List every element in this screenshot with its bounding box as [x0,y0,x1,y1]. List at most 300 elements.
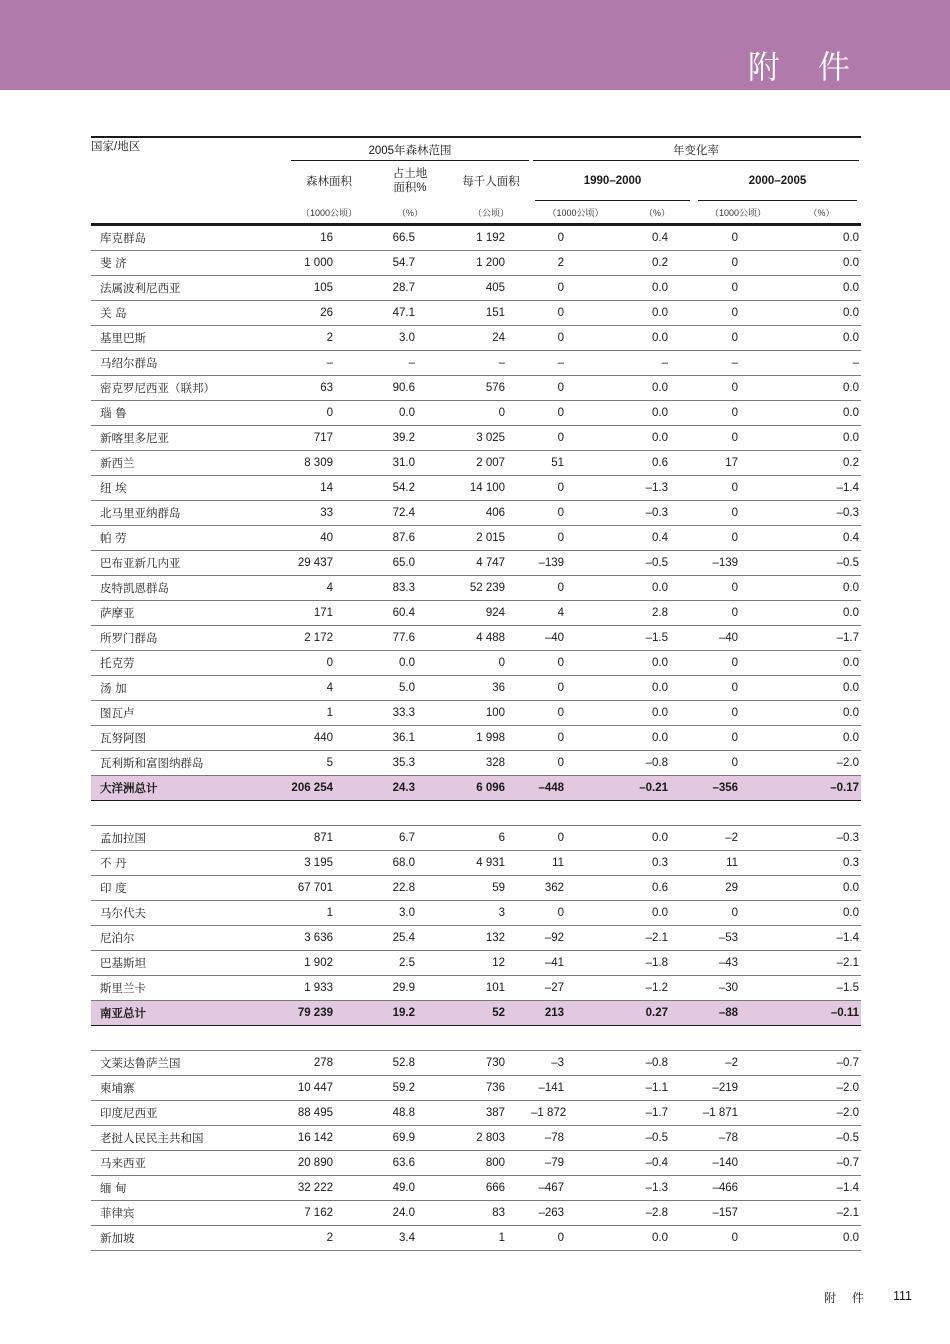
country-cell: 斐 济 [91,251,289,276]
value-cell: –0.5 [782,551,861,576]
value-cell: 0.0 [620,1226,694,1251]
value-cell: 0.2 [620,251,694,276]
value-cell: 0 [694,376,782,401]
value-cell: – [531,351,620,376]
value-cell: 0 [531,476,620,501]
table-row [91,901,861,926]
value-cell: 0.0 [620,376,694,401]
value-cell: 3 [451,901,531,926]
value-cell: –53 [694,926,782,951]
value-cell: 36 [451,676,531,701]
country-cell: 南亚总计 [91,1001,289,1026]
value-cell: 6.7 [369,826,451,851]
value-cell: 213 [531,1001,620,1026]
country-cell: 文莱达鲁萨兰国 [91,1051,289,1076]
value-cell: –1 872 [531,1101,620,1126]
value-cell: 0 [531,376,620,401]
country-cell: 新喀里多尼亚 [91,426,289,451]
value-cell: –0.4 [620,1151,694,1176]
value-cell: 72.4 [369,501,451,526]
table-row [91,951,861,976]
value-cell: 63.6 [369,1151,451,1176]
table-row [91,601,861,626]
value-cell: –1 871 [694,1101,782,1126]
value-cell: 1 000 [289,251,369,276]
country-cell: 印 度 [91,876,289,901]
value-cell: 0 [694,676,782,701]
value-cell: 2 803 [451,1126,531,1151]
value-cell: –41 [531,951,620,976]
value-cell: 0 [694,651,782,676]
value-cell: 12 [451,951,531,976]
table-row [91,651,861,676]
value-cell: –0.5 [620,1126,694,1151]
value-cell: 22.8 [369,876,451,901]
value-cell: 0.3 [782,851,861,876]
value-cell: 4 [289,676,369,701]
value-cell: 0.0 [782,651,861,676]
page-number: 111 [893,1289,913,1303]
value-cell: 0.0 [620,401,694,426]
value-cell: 83 [451,1201,531,1226]
value-cell: 0 [531,826,620,851]
value-cell: 2 [289,326,369,351]
value-cell: 0 [694,726,782,751]
table-row [91,451,861,476]
table-row [91,526,861,551]
value-cell: 11 [531,851,620,876]
value-cell: 0 [531,726,620,751]
value-cell: 0.0 [620,701,694,726]
value-cell: 8 309 [289,451,369,476]
country-cell: 法属波利尼西亚 [91,276,289,301]
value-cell: – [782,351,861,376]
value-cell: 132 [451,926,531,951]
value-cell: 0.4 [782,526,861,551]
country-cell: 基里巴斯 [91,326,289,351]
value-cell: –0.8 [620,1051,694,1076]
value-cell: 29 437 [289,551,369,576]
value-cell: 206 254 [289,776,369,801]
value-cell: 0.0 [782,901,861,926]
unit-label: （%） [808,207,835,218]
table-row [91,1101,861,1126]
header-row-units [91,201,861,225]
table-row [91,426,861,451]
value-cell: 59.2 [369,1076,451,1101]
value-cell: 35.3 [369,751,451,776]
value-cell: –1.7 [782,626,861,651]
value-cell: –1.4 [782,476,861,501]
table-row [91,351,861,376]
value-cell: 79 239 [289,1001,369,1026]
value-cell: 1 998 [451,726,531,751]
value-cell: 1 200 [451,251,531,276]
value-cell: –466 [694,1176,782,1201]
value-cell: 2.8 [620,601,694,626]
value-cell: –78 [531,1126,620,1151]
value-cell: 5 [289,751,369,776]
value-cell: 328 [451,751,531,776]
country-cell: 巴基斯坦 [91,951,289,976]
value-cell: 0.0 [782,426,861,451]
value-cell: –140 [694,1151,782,1176]
section-spacer [91,1026,861,1051]
forest-table [91,136,861,1251]
value-cell: –0.5 [782,1126,861,1151]
value-cell: 0 [694,751,782,776]
value-cell: 14 100 [451,476,531,501]
country-cell: 皮特凯恩群岛 [91,576,289,601]
value-cell: 0 [451,651,531,676]
value-cell: 3 025 [451,426,531,451]
value-cell: 101 [451,976,531,1001]
group-extent-header: 2005年森林范围 [289,137,531,161]
value-cell: 0.0 [782,251,861,276]
country-cell: 缅 甸 [91,1176,289,1201]
country-cell: 菲律宾 [91,1201,289,1226]
value-cell: 66.5 [369,225,451,251]
value-cell: 800 [451,1151,531,1176]
value-cell: 0 [531,751,620,776]
value-cell: 68.0 [369,851,451,876]
header-row-groups [91,137,861,161]
value-cell: –0.3 [782,826,861,851]
country-cell: 瓦利斯和富图纳群岛 [91,751,289,776]
country-cell: 马尔代夫 [91,901,289,926]
country-cell: 新加坡 [91,1226,289,1251]
table-row [91,326,861,351]
value-cell: –1.8 [620,951,694,976]
country-cell: 库克群岛 [91,225,289,251]
value-cell: –0.7 [782,1151,861,1176]
value-cell: 4 931 [451,851,531,876]
value-cell: 0 [694,326,782,351]
country-cell: 图瓦卢 [91,701,289,726]
value-cell: 32 222 [289,1176,369,1201]
value-cell: 100 [451,701,531,726]
value-cell: 1 [289,901,369,926]
value-cell: 0 [694,476,782,501]
country-cell: 不 丹 [91,851,289,876]
country-cell: 尼泊尔 [91,926,289,951]
value-cell: 0 [694,526,782,551]
value-cell: 2 015 [451,526,531,551]
period-1-header: 1990–2000 [531,161,694,201]
country-cell: 萨摩亚 [91,601,289,626]
value-cell: 69.9 [369,1126,451,1151]
value-cell: –1.5 [620,626,694,651]
value-cell: 0 [694,225,782,251]
value-cell: –157 [694,1201,782,1226]
table-total-row [91,776,861,801]
group-change-header: 年变化率 [531,137,861,161]
table-row [91,476,861,501]
value-cell: 0 [531,276,620,301]
value-cell: –1.1 [620,1076,694,1101]
value-cell: –141 [531,1076,620,1101]
value-cell: 0.0 [782,701,861,726]
table-row [91,826,861,851]
table-row [91,926,861,951]
value-cell: 0 [531,701,620,726]
value-cell: –2 [694,1051,782,1076]
value-cell: 0.0 [620,676,694,701]
value-cell: 0 [451,401,531,426]
table-row [91,1126,861,1151]
value-cell: 0.6 [620,451,694,476]
value-cell: 666 [451,1176,531,1201]
value-cell: 151 [451,301,531,326]
value-cell: –2.0 [782,751,861,776]
value-cell: –0.5 [620,551,694,576]
value-cell: 0 [289,651,369,676]
value-cell: 33.3 [369,701,451,726]
unit-label: （1000公顷） [300,207,358,218]
value-cell: 54.7 [369,251,451,276]
value-cell: 0.0 [782,676,861,701]
value-cell: –356 [694,776,782,801]
value-cell: 0.0 [620,301,694,326]
value-cell: 0.0 [369,651,451,676]
value-cell: 0.0 [620,326,694,351]
value-cell: 0 [694,576,782,601]
period-2-header: 2000–2005 [694,161,861,201]
value-cell: 730 [451,1051,531,1076]
value-cell: – [694,351,782,376]
value-cell: –1.4 [782,926,861,951]
value-cell: 3.0 [369,326,451,351]
value-cell: 20 890 [289,1151,369,1176]
value-cell: –448 [531,776,620,801]
value-cell: 1 [289,701,369,726]
country-cell: 柬埔寨 [91,1076,289,1101]
value-cell: 171 [289,601,369,626]
value-cell: 0.0 [782,376,861,401]
country-cell: 托克劳 [91,651,289,676]
value-cell: 26 [289,301,369,326]
table-row [91,676,861,701]
unit-label: （1000公顷） [710,207,767,218]
value-cell: 4 [531,601,620,626]
value-cell: 88 495 [289,1101,369,1126]
value-cell: 0.4 [620,526,694,551]
table-row [91,501,861,526]
value-cell: 67 701 [289,876,369,901]
col-country-header: 国家/地区 [91,141,141,153]
value-cell: –0.21 [620,776,694,801]
value-cell: 29.9 [369,976,451,1001]
value-cell: 2.5 [369,951,451,976]
value-cell: 0 [531,401,620,426]
value-cell: 33 [289,501,369,526]
value-cell: –30 [694,976,782,1001]
table-body [91,225,861,1251]
value-cell: 0.0 [620,726,694,751]
value-cell: 0 [531,901,620,926]
value-cell: 0.0 [782,326,861,351]
value-cell: –0.11 [782,1001,861,1026]
value-cell: –0.3 [620,501,694,526]
value-cell: 0 [694,401,782,426]
country-cell: 密克罗尼西亚（联邦） [91,376,289,401]
value-cell: 0 [694,251,782,276]
value-cell: 29 [694,876,782,901]
table-row [91,576,861,601]
value-cell: 25.4 [369,926,451,951]
value-cell: 278 [289,1051,369,1076]
value-cell: – [620,351,694,376]
unit-label: （公顷） [473,207,510,218]
col-pct-land-header: 占土地面积% [392,168,428,194]
value-cell: 0 [694,601,782,626]
value-cell: 60.4 [369,601,451,626]
value-cell: 1 902 [289,951,369,976]
value-cell: 0.0 [369,401,451,426]
value-cell: 0.2 [782,451,861,476]
value-cell: –2.1 [782,1201,861,1226]
table-row [91,876,861,901]
country-cell: 大洋洲总计 [91,776,289,801]
table-row [91,751,861,776]
value-cell: –3 [531,1051,620,1076]
value-cell: 0.6 [620,876,694,901]
value-cell: 0 [694,501,782,526]
value-cell: 0.0 [782,276,861,301]
value-cell: 87.6 [369,526,451,551]
value-cell: –263 [531,1201,620,1226]
value-cell: 14 [289,476,369,501]
value-cell: –0.17 [782,776,861,801]
table-row [91,1076,861,1101]
country-cell: 新西兰 [91,451,289,476]
value-cell: 0 [531,426,620,451]
table-row [91,225,861,251]
value-cell: 28.7 [369,276,451,301]
value-cell: 77.6 [369,626,451,651]
value-cell: 3 636 [289,926,369,951]
country-cell: 马绍尔群岛 [91,351,289,376]
value-cell: 0.3 [620,851,694,876]
value-cell: –2.1 [782,951,861,976]
value-cell: 54.2 [369,476,451,501]
value-cell: 0 [694,701,782,726]
country-cell: 北马里亚纳群岛 [91,501,289,526]
value-cell: 48.8 [369,1101,451,1126]
value-cell: 0.0 [782,1226,861,1251]
value-cell: 0 [531,676,620,701]
value-cell: 49.0 [369,1176,451,1201]
value-cell: 1 192 [451,225,531,251]
value-cell: 0.0 [782,876,861,901]
value-cell: –2.8 [620,1201,694,1226]
value-cell: 1 [451,1226,531,1251]
value-cell: 5.0 [369,676,451,701]
table-row [91,976,861,1001]
value-cell: 717 [289,426,369,451]
value-cell: –139 [531,551,620,576]
country-cell: 纽 埃 [91,476,289,501]
unit-label: （1000公顷） [547,207,604,218]
value-cell: 0 [531,501,620,526]
value-cell: 16 142 [289,1126,369,1151]
country-cell: 瑙 鲁 [91,401,289,426]
value-cell: 31.0 [369,451,451,476]
value-cell: 0 [531,301,620,326]
country-cell: 孟加拉国 [91,826,289,851]
table-row [91,1226,861,1251]
value-cell: 0.0 [620,426,694,451]
value-cell: 0.0 [620,651,694,676]
table-row [91,701,861,726]
value-cell: –2.0 [782,1101,861,1126]
value-cell: 924 [451,601,531,626]
table-total-row [91,1001,861,1026]
value-cell: 83.3 [369,576,451,601]
table-row [91,376,861,401]
value-cell: 576 [451,376,531,401]
value-cell: 0 [289,401,369,426]
value-cell: 6 [451,826,531,851]
col-area-header: 森林面积 [306,176,352,188]
value-cell: 0 [531,526,620,551]
value-cell: 0 [694,276,782,301]
value-cell: 0.0 [782,576,861,601]
value-cell: –139 [694,551,782,576]
value-cell: –1.3 [620,476,694,501]
value-cell: –78 [694,1126,782,1151]
value-cell: 0.0 [782,601,861,626]
value-cell: –1.2 [620,976,694,1001]
value-cell: –1.4 [782,1176,861,1201]
value-cell: 0.0 [782,401,861,426]
value-cell: 24 [451,326,531,351]
value-cell: 0.0 [782,301,861,326]
header-band [0,0,950,90]
value-cell: 4 488 [451,626,531,651]
value-cell: 39.2 [369,426,451,451]
country-cell: 印度尼西亚 [91,1101,289,1126]
value-cell: – [369,351,451,376]
table-row [91,851,861,876]
value-cell: 105 [289,276,369,301]
unit-label: （%） [396,207,423,218]
country-cell: 马来西亚 [91,1151,289,1176]
value-cell: 0 [531,576,620,601]
value-cell: 0 [694,426,782,451]
table-row [91,251,861,276]
value-cell: 1 933 [289,976,369,1001]
value-cell: 406 [451,501,531,526]
value-cell: 387 [451,1101,531,1126]
value-cell: 7 162 [289,1201,369,1226]
country-cell: 关 岛 [91,301,289,326]
value-cell: 0.0 [620,826,694,851]
value-cell: –0.3 [782,501,861,526]
value-cell: 2 [531,251,620,276]
value-cell: 736 [451,1076,531,1101]
value-cell: –1.5 [782,976,861,1001]
value-cell: – [289,351,369,376]
value-cell: 362 [531,876,620,901]
value-cell: 36.1 [369,726,451,751]
value-cell: 52 [451,1001,531,1026]
value-cell: 52.8 [369,1051,451,1076]
table-row [91,401,861,426]
value-cell: 3.4 [369,1226,451,1251]
table-row [91,276,861,301]
value-cell: 59 [451,876,531,901]
